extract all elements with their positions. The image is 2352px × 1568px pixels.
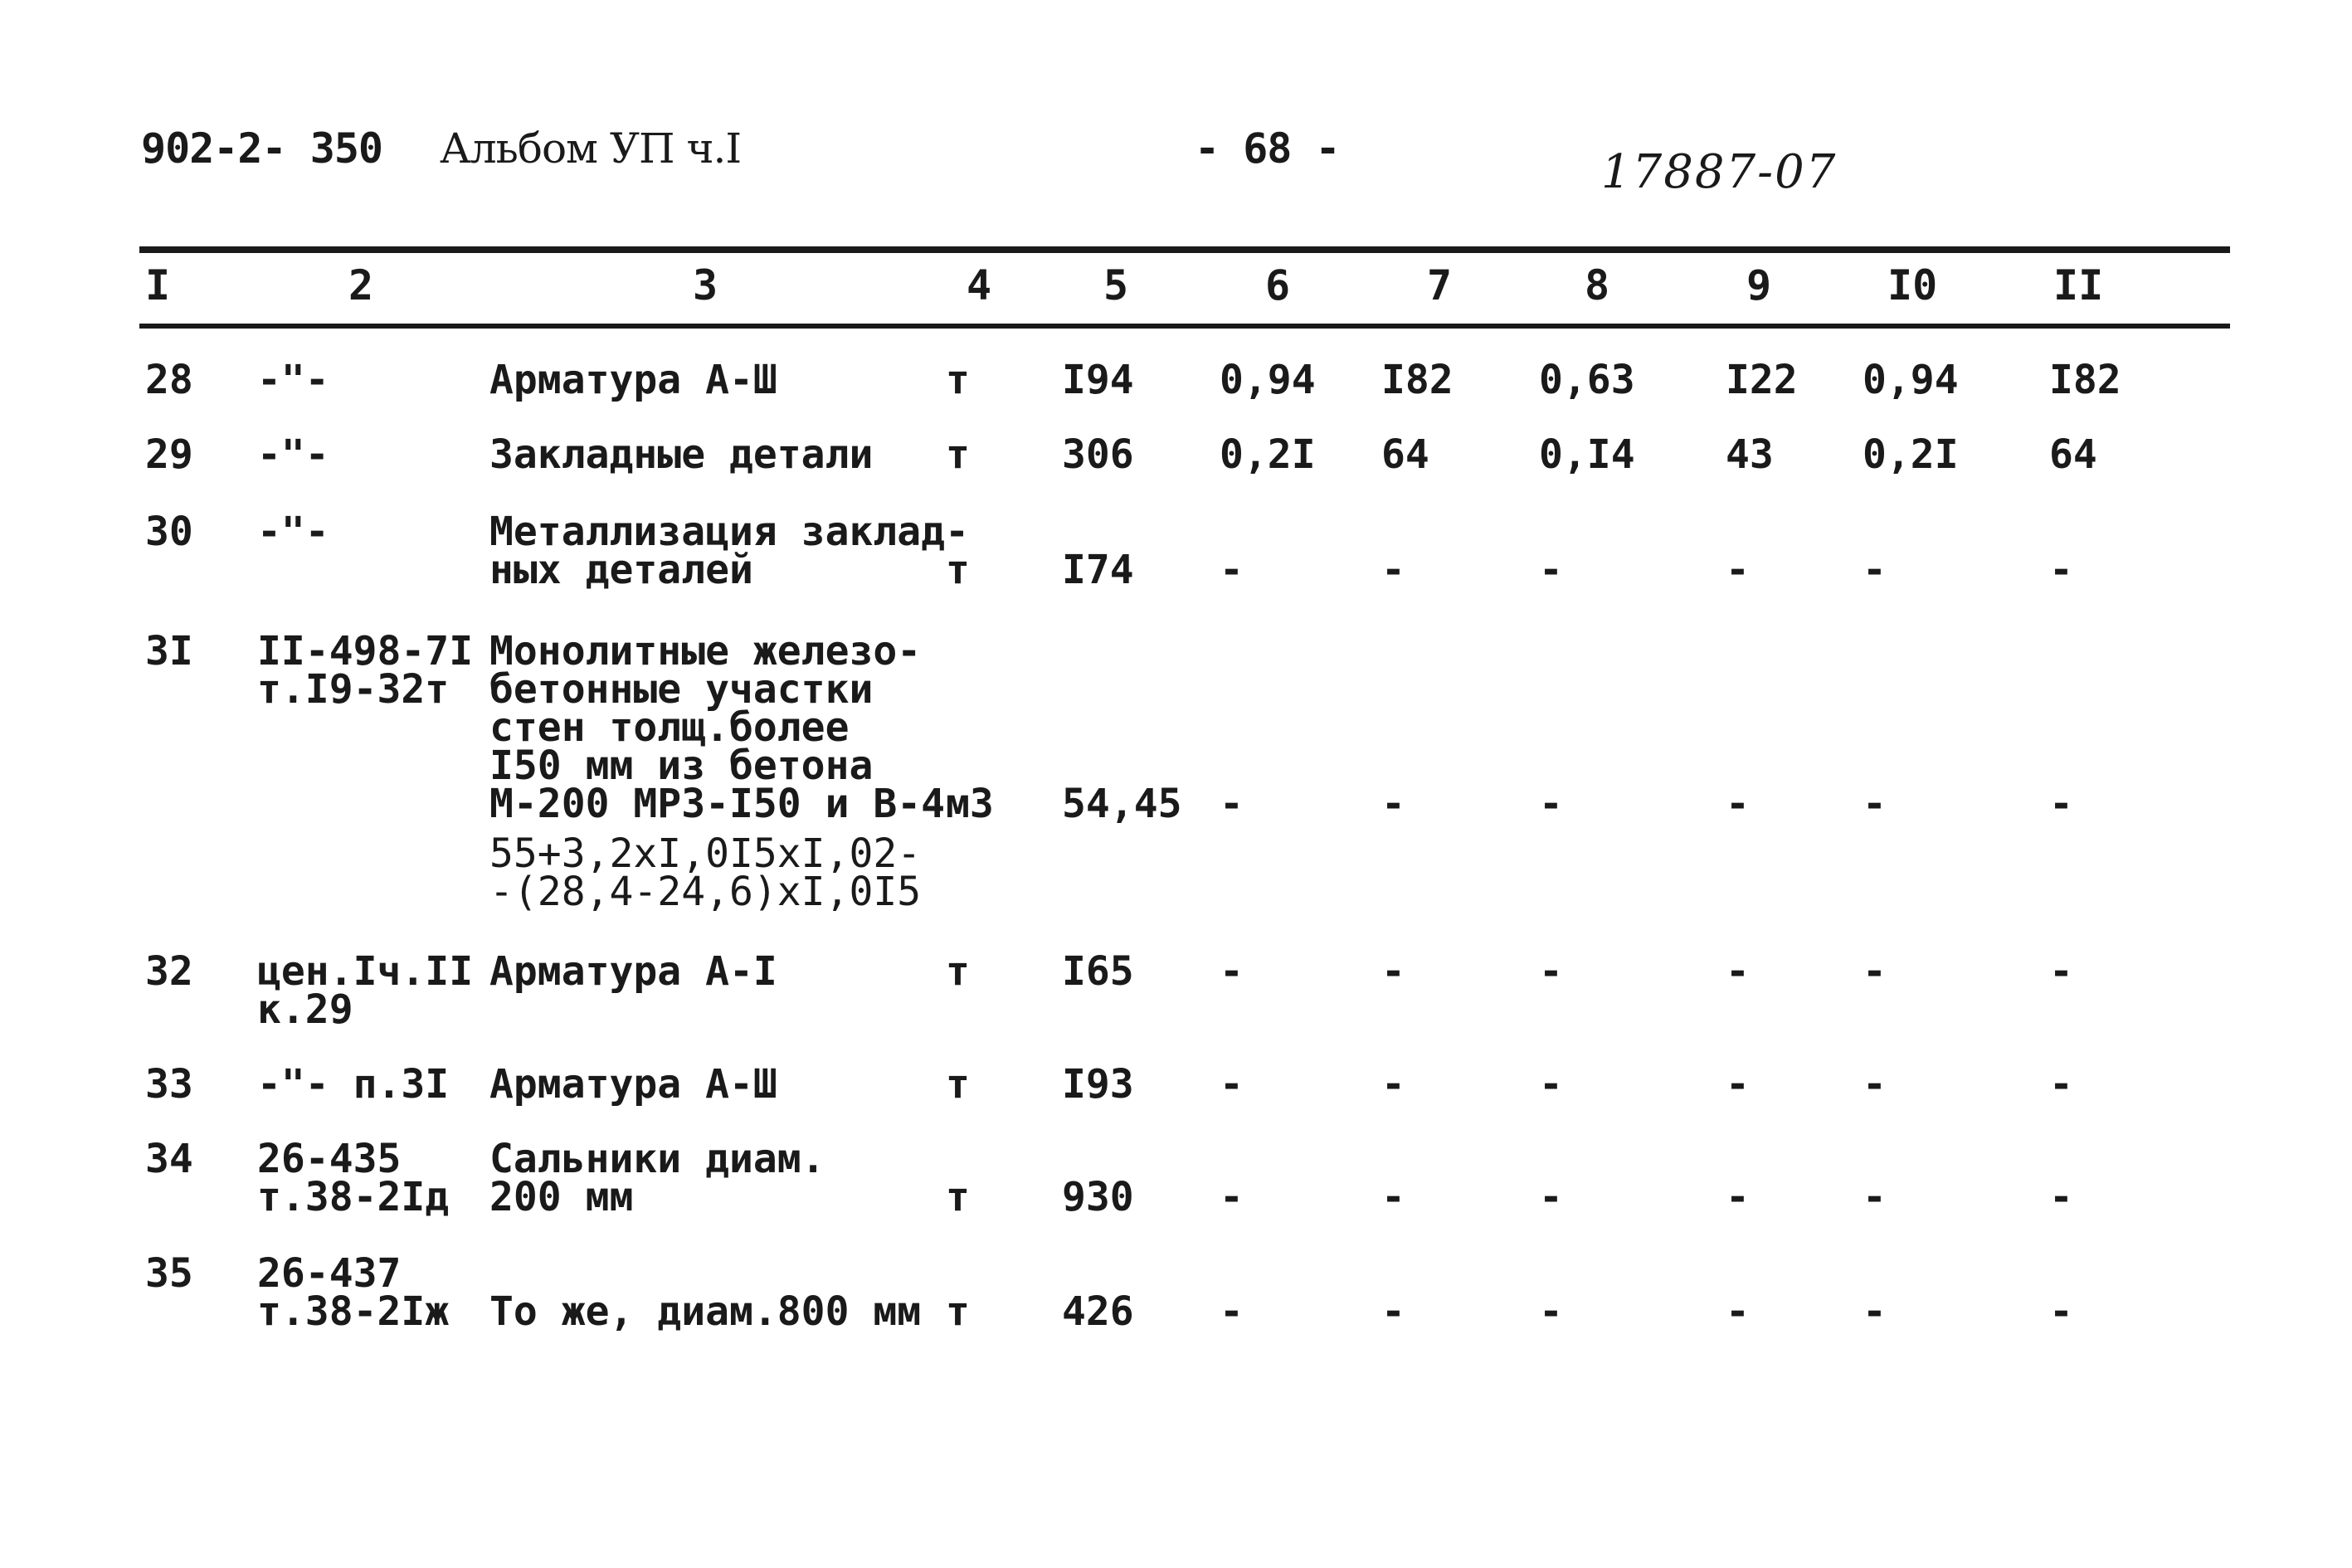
row-number: 32 [145, 948, 193, 995]
table-top-rule [139, 246, 2230, 253]
column-number: 7 [1427, 261, 1453, 309]
row-col10: - [1863, 781, 1887, 827]
row-number: 3I [145, 628, 193, 674]
column-number: 3 [693, 261, 718, 309]
column-number: 8 [1585, 261, 1610, 309]
column-number: 4 [967, 261, 992, 309]
row-reference: -"- [257, 431, 329, 478]
row-col11: - [2049, 1174, 2073, 1220]
column-number: 9 [1746, 261, 1772, 309]
row-col7: - [1381, 1061, 1405, 1108]
row-col8: - [1539, 1174, 1563, 1220]
row-col11: I82 [2049, 357, 2121, 403]
row-col5: 306 [1062, 431, 1134, 478]
row-col8: - [1539, 547, 1563, 593]
row-col9: 43 [1726, 431, 1774, 478]
row-col11: - [2049, 948, 2073, 995]
row-name: Арматура А-I [489, 948, 777, 995]
row-col6: - [1220, 781, 1244, 827]
page-number: - 68 - [1195, 124, 1340, 173]
row-col5: I74 [1062, 547, 1134, 593]
row-col6: - [1220, 1174, 1244, 1220]
row-number: 33 [145, 1061, 193, 1108]
row-col8: - [1539, 948, 1563, 995]
row-col7: I82 [1381, 357, 1454, 403]
row-col10: - [1863, 948, 1887, 995]
row-col9: I22 [1726, 357, 1798, 403]
row-unit: т [946, 1288, 970, 1335]
row-unit: т [946, 1174, 970, 1220]
row-col7: - [1381, 547, 1405, 593]
column-number: 5 [1103, 261, 1129, 309]
row-col10: - [1863, 1288, 1887, 1335]
row-col11: - [2049, 1061, 2073, 1108]
row-reference: II-498-7I т.I9-32т [257, 628, 474, 713]
row-name: Арматура А-Ш [489, 357, 777, 403]
row-number: 34 [145, 1136, 193, 1182]
row-col8: 0,I4 [1539, 431, 1635, 478]
row-col5: I65 [1062, 948, 1134, 995]
row-unit: м3 [946, 781, 994, 827]
row-col11: - [2049, 1288, 2073, 1335]
row-number: 35 [145, 1250, 193, 1297]
row-col9: - [1726, 948, 1750, 995]
document-code: 902-2- 350 [141, 124, 383, 173]
row-reference: 26-437 т.38-2Iж [257, 1250, 450, 1335]
row-col6: - [1220, 547, 1244, 593]
row-reference: 26-435 т.38-2Iд [257, 1136, 450, 1220]
row-name: Закладные детали [489, 431, 874, 478]
handwritten-stamp-number: 17887-07 [1601, 145, 1838, 199]
row-col9: - [1726, 547, 1750, 593]
table-header-rule [139, 324, 2230, 329]
row-col5: 54,45 [1062, 781, 1182, 827]
row-col8: - [1539, 781, 1563, 827]
row-number: 28 [145, 357, 193, 403]
row-col5: 426 [1062, 1288, 1134, 1335]
row-col6: - [1220, 948, 1244, 995]
row-col7: - [1381, 1288, 1405, 1335]
row-col8: 0,63 [1539, 357, 1635, 403]
row-col9: - [1726, 1174, 1750, 1220]
row-col7: 64 [1381, 431, 1429, 478]
row-name: То же, диам.800 мм [489, 1288, 922, 1335]
row-col5: I93 [1062, 1061, 1134, 1108]
row-col10: 0,2I [1863, 431, 1959, 478]
row-col10: 0,94 [1863, 357, 1959, 403]
row-col5: I94 [1062, 357, 1134, 403]
row-formula: 55+3,2xI,0I5xI,02- -(28,4-24,6)xI,0I5 [489, 830, 922, 915]
row-reference: -"- [257, 509, 329, 555]
row-col11: - [2049, 781, 2073, 827]
row-number: 30 [145, 509, 193, 555]
column-number: 6 [1265, 261, 1291, 309]
row-reference: -"- п.3I [257, 1061, 450, 1108]
row-col10: - [1863, 1174, 1887, 1220]
row-col6: - [1220, 1288, 1244, 1335]
row-col8: - [1539, 1061, 1563, 1108]
row-number: 29 [145, 431, 193, 478]
row-col6: 0,94 [1220, 357, 1316, 403]
row-unit: т [946, 357, 970, 403]
row-col7: - [1381, 948, 1405, 995]
row-col6: - [1220, 1061, 1244, 1108]
row-col11: 64 [2049, 431, 2097, 478]
row-col5: 930 [1062, 1174, 1134, 1220]
row-col10: - [1863, 547, 1887, 593]
row-col6: 0,2I [1220, 431, 1316, 478]
row-col7: - [1381, 781, 1405, 827]
column-number: II [2053, 261, 2104, 309]
row-unit: т [946, 1061, 970, 1108]
row-col9: - [1726, 781, 1750, 827]
row-unit: т [946, 431, 970, 478]
row-reference: -"- [257, 357, 329, 403]
row-unit: т [946, 547, 970, 593]
row-col9: - [1726, 1061, 1750, 1108]
row-unit: т [946, 948, 970, 995]
row-col11: - [2049, 547, 2073, 593]
row-reference: цен.Iч.II к.29 [257, 948, 474, 1033]
column-number: I0 [1887, 261, 1938, 309]
row-col9: - [1726, 1288, 1750, 1335]
album-label: Альбом УП ч.I [440, 124, 742, 173]
row-name: Металлизация заклад- ных деталей [489, 509, 969, 593]
row-col7: - [1381, 1174, 1405, 1220]
row-name: Сальники диам. 200 мм [489, 1136, 825, 1220]
column-number: I [145, 261, 171, 309]
row-name: Арматура А-Ш [489, 1061, 777, 1108]
column-number: 2 [348, 261, 374, 309]
row-col8: - [1539, 1288, 1563, 1335]
row-col10: - [1863, 1061, 1887, 1108]
row-name: Монолитные железо- бетонные участки стен толщ.более I50 мм из бетона М-200 МРЗ-I50 и В-4 [489, 628, 946, 827]
